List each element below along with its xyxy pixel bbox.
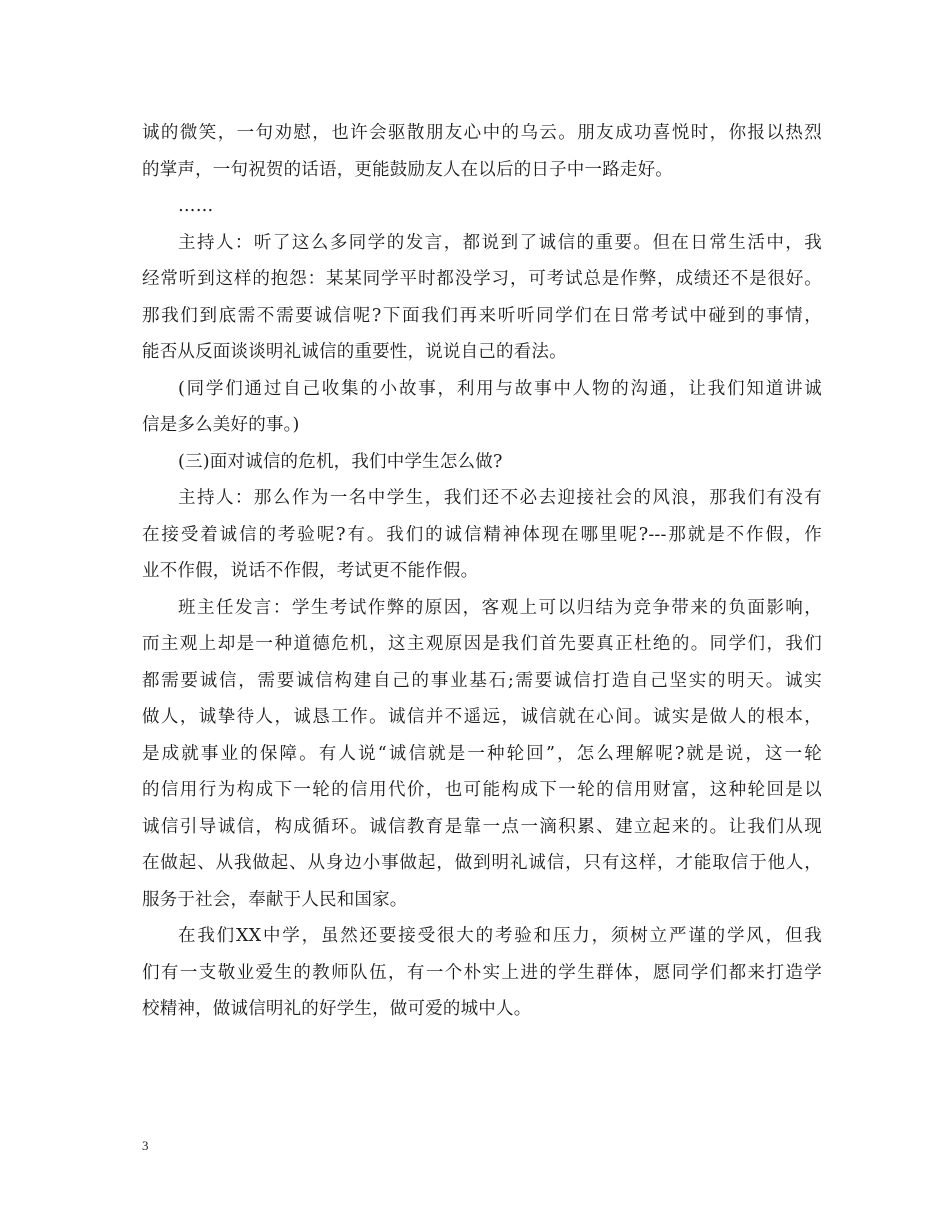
page-number: 3: [142, 1138, 149, 1153]
paragraph-line: 们有一支敬业爱生的教师队伍，有一个朴实上进的学生群体，愿同学们都来打造学: [142, 962, 822, 983]
paragraph-line: 在我们XX中学，虽然还要接受很大的考验和压力，须树立严谨的学风，但我: [178, 926, 822, 946]
paragraph-line: 做人，诚挚待人，诚恳工作。诚信并不遥远，诚信就在心间。诚实是做人的根本，: [142, 707, 822, 727]
paragraph-line: 在做起、从我做起、从身边小事做起，做到明礼诚信，只有这样，才能取信于他人，: [142, 853, 822, 873]
paragraph-line: 服务于社会，奉献于人民和国家。: [142, 889, 408, 910]
paragraph-line: 主持人：听了这么多同学的发言，都说到了诚信的重要。但在日常生活中，我: [178, 232, 822, 253]
paragraph-line: 是成就事业的保障。有人说“诚信就是一种轮回”，怎么理解呢?就是说，这一轮: [142, 743, 822, 764]
paragraph-line: 班主任发言：学生考试作弊的原因，客观上可以归结为竞争带来的负面影响，: [178, 597, 822, 618]
paragraph-line: 主持人：那么作为一名中学生，我们还不必去迎接社会的风浪，那我们有没有: [178, 488, 822, 508]
paragraph-line: 校精神，做诚信明礼的好学生，做可爱的城中人。: [142, 999, 532, 1019]
paragraph-line: 都需要诚信，需要诚信构建自己的事业基石;需要诚信打造自己坚实的明天。诚实: [142, 670, 822, 691]
paragraph-line: 信是多么美好的事。): [142, 415, 300, 435]
paragraph-line: 诚信引导诚信，构成循环。诚信教育是靠一点一滴积累、建立起来的。让我们从现: [142, 816, 822, 837]
paragraph-line: 在接受着诚信的考验呢?有。我们的诚信精神体现在哪里呢?---那就是不作假，作: [142, 524, 822, 545]
paragraph-line: 那我们到底需不需要诚信呢?下面我们再来听听同学们在日常考试中碰到的事情，: [142, 305, 822, 326]
paragraph-line: 诚的微笑，一句劝慰，也许会驱散朋友心中的乌云。朋友成功喜悦时，你报以热烈: [142, 123, 822, 143]
paragraph-line: 经常听到这样的抱怨：某某同学平时都没学习，可考试总是作弊，成绩还不是很好。: [142, 269, 822, 289]
paragraph-line: 的信用行为构成下一轮的信用代价，也可能构成下一轮的信用财富，这种轮回是以: [142, 780, 822, 800]
paragraph-line: 业不作假，说话不作假，考试更不能作假。: [142, 561, 479, 581]
section-heading: (三)面对诚信的危机，我们中学生怎么做?: [178, 451, 503, 472]
ellipsis-line: ……: [178, 196, 214, 216]
paragraph-line: (同学们通过自己收集的小故事，利用与故事中人物的沟通，让我们知道讲诚: [178, 378, 822, 399]
paragraph-line: 能否从反面谈谈明礼诚信的重要性，说说自己的看法。: [142, 342, 567, 362]
paragraph-line: 而主观上却是一种道德危机，这主观原因是我们首先要真正杜绝的。同学们，我们: [142, 634, 822, 654]
document-body: [142, 115, 822, 1028]
paragraph-line: 的掌声，一句祝贺的话语，更能鼓励友人在以后的日子中一路走好。: [142, 159, 673, 180]
